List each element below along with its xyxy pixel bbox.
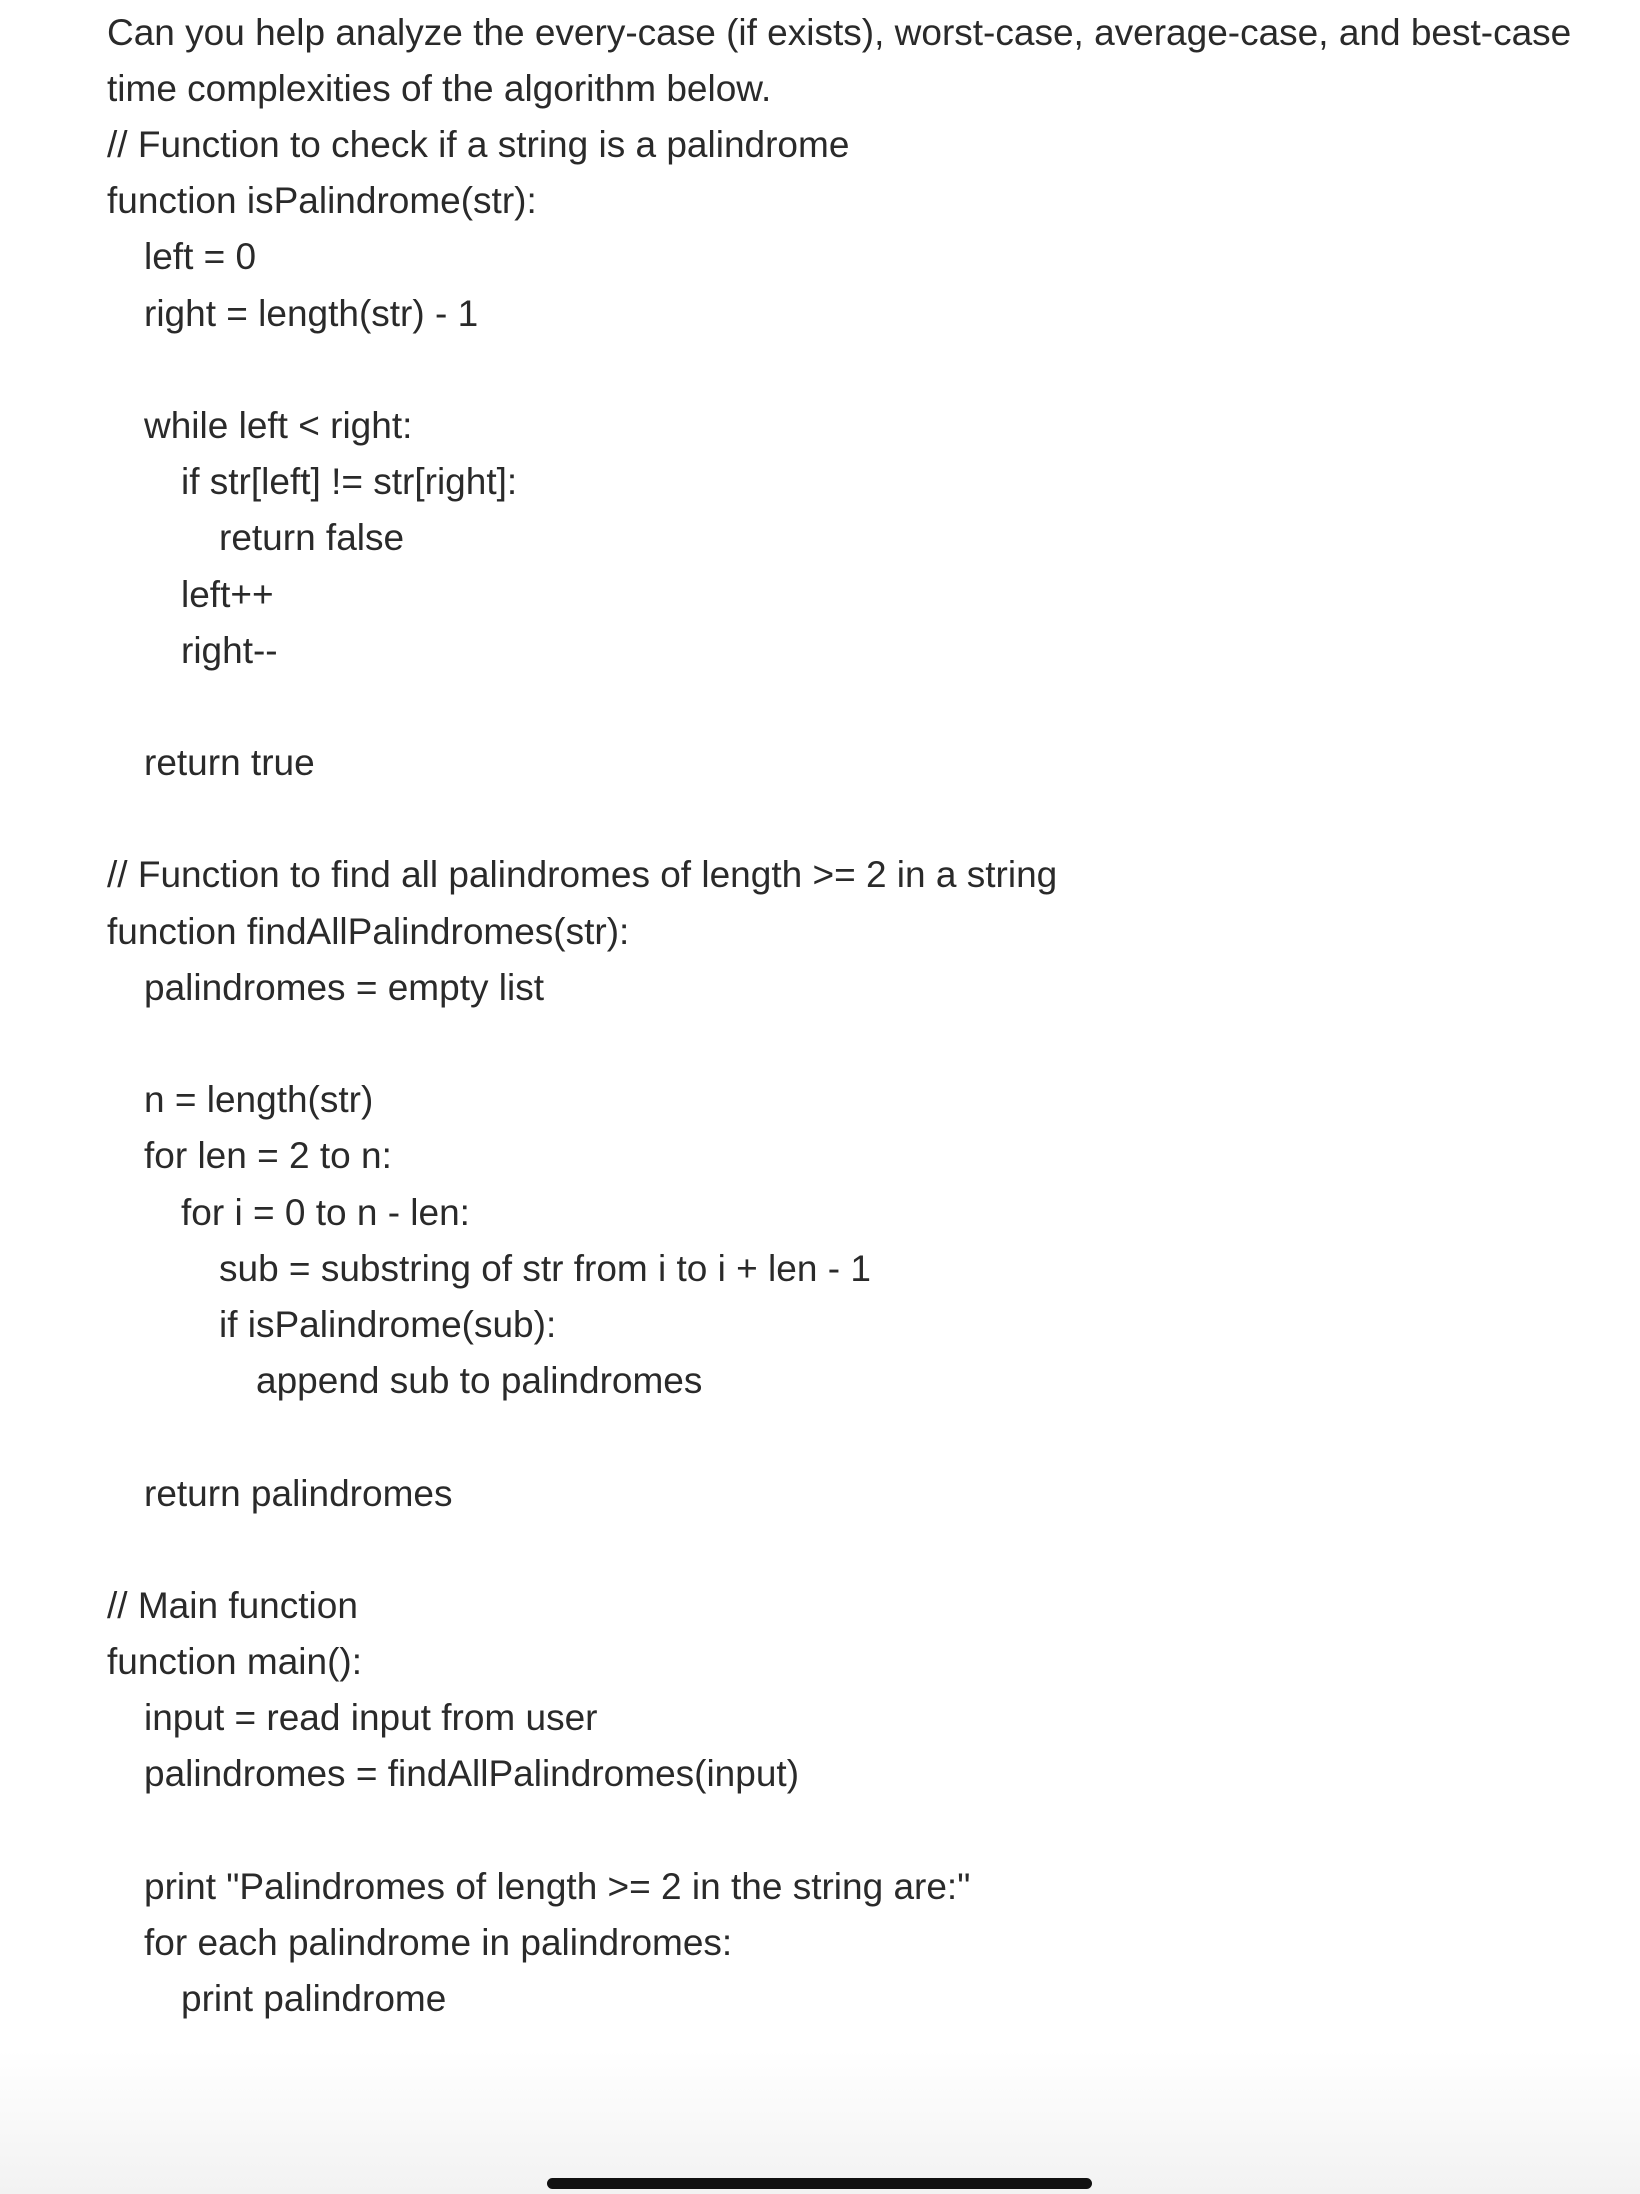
blank-line [107,791,1587,847]
question-text: Can you help analyze the every-case (if exists), worst-case, average-case, and best-case time complexities of the algorithm below. [107,12,1572,109]
code-line: input = read input from user [144,1697,598,1739]
code-line: if isPalindrome(sub): [219,1303,557,1345]
code-line: palindromes = empty list [144,966,544,1008]
code-line: if str[left] != str[right]: [181,461,518,503]
code-line: function isPalindrome(str): [107,180,537,222]
code-line: function main(): [107,1641,362,1683]
code-line: palindromes = findAllPalindromes(input) [144,1753,800,1795]
code-line: append sub to palindromes [256,1360,703,1402]
blank-line [107,342,1587,398]
blank-line [107,679,1587,735]
home-indicator-bar[interactable] [547,2178,1092,2189]
code-line: left++ [181,573,274,615]
code-line: // Function to find all palindromes of length >= 2 in a string [107,854,1058,896]
code-line: left = 0 [144,236,257,278]
code-line: for i = 0 to n - len: [181,1191,470,1233]
code-line: return palindromes [144,1472,453,1514]
code-line: return true [144,742,315,784]
blank-line [107,1016,1587,1072]
code-line: right = length(str) - 1 [144,292,479,334]
code-line: print palindrome [181,1978,447,2020]
blank-line [107,1409,1587,1465]
code-line: // Function to check if a string is a palindrome [107,124,850,165]
blank-line [107,1803,1587,1859]
code-line: sub = substring of str from i to i + len - 1 [219,1247,871,1289]
code-line: function findAllPalindromes(str): [107,910,630,952]
pseudocode-block [107,117,1587,2027]
code-line: right-- [181,629,278,671]
code-line: // Main function [107,1584,358,1626]
code-line: print "Palindromes of length >= 2 in the string are:" [144,1865,971,1907]
blank-line [107,1522,1587,1578]
code-line: while left < right: [144,404,413,446]
code-line: for each palindrome in palindromes: [144,1922,733,1963]
code-line: for len = 2 to n: [144,1135,392,1177]
code-line: n = length(str) [144,1079,374,1121]
code-line: return false [219,517,405,559]
